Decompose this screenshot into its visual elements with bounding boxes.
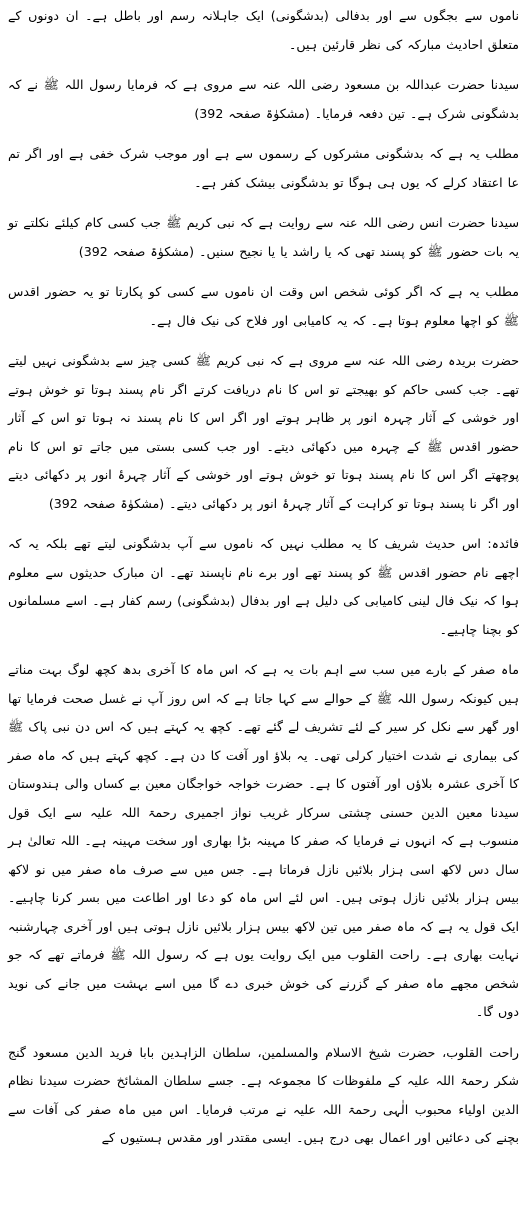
paragraph-benefit [8, 530, 519, 644]
paragraph-explanation-2 [8, 278, 519, 335]
paragraph-explanation-1 [8, 140, 519, 197]
paragraph-text: سیدنا حضرت عبداللہ بن مسعود رضی اللہ عنہ سے مروی ہے کہ فرمایا رسول اللہ ﷺ نے کہ بدشگونی شرک ہے۔ تین دفعہ فرمایا۔ [8, 77, 519, 121]
paragraph-hadith-buraidah [8, 347, 519, 518]
paragraph-text: سیدنا حضرت انس رضی اللہ عنہ سے روایت ہے کہ نبی کریم ﷺ جب کسی کام کیلئے نکلتے تو یہ بات حضور ﷺ کو پسند تھی کہ یا راشد یا یا نجیح سنیں۔ [8, 215, 519, 259]
paragraph-text: مطلب یہ ہے کہ بدشگونی مشرکوں کے رسموں سے ہے اور موجب شرک خفی ہے اور اگر تم عا اعتقاد کرلے کہ یوں ہی ہوگا تو بدشگونی بیشک کفر ہے۔ [8, 146, 519, 190]
reference-citation: (مشکوٰۃ صفحہ 392) [48, 495, 165, 511]
paragraph-hadith-ibn-masud [8, 71, 519, 128]
paragraph-text: ماہ صفر کے بارے میں سب سے اہم بات یہ ہے کہ اس ماہ کا آخری بدھ کچھ لوگ بہت مناتے ہیں کیونکہ رسول اللہ ﷺ کے حوالے سے کہا جاتا ہے کہ اس روز آپ نے غسل صحت فرمایا تھا اور گھر سے نکل کر سیر کے لئے تشریف لے گئے تھے۔ کچھ یہ کہتے ہیں کہ اس دن نبی پاک ﷺ کی بیماری نے شدت اختیار کرلی تھی۔ یہ بلاؤ اور آفت کا دن ہے۔ کچھ کہتے ہیں کہ ماہ صفر کا آخری عشرہ بلاؤں اور آفتوں کا ہے۔ حضرت خواجہ خواجگان معین بے کساں والی ہندوستان سیدنا معین الدین حسنی چشتی سرکار غریب نواز اجمیری رحمۃ اللہ علیہ سے ایک قول منسوب ہے کہ انہوں نے فرمایا کہ صفر کا مہینہ بڑا بھاری اور سخت مہینہ ہے۔ اللہ تعالیٰ ہر سال دس لاکھ اسی ہزار بلائیں نازل فرماتا ہے۔ جس میں سے صرف ماہ صفر میں نو لاکھ بیس ہزار بلائیں نازل ہوتی ہیں۔ اس لئے اس ماہ کو دعا اور اطاعت میں بسر کرنا چاہیے۔ ایک قول یہ ہے کہ ماہ صفر میں تین لاکھ بیس ہزار بلائیں نازل ہوتی ہیں اور آخری چہارشنبہ نہایت بھاری ہے۔ راحت القلوب میں ایک روایت یوں ہے کہ رسول اللہ ﷺ فرماتے تھے کہ جو شخص مجھے ماہ صفر کے گزرنے کی خوش خبری دے گا میں اسے بہشت میں جانے کی نوید دوں گا۔ [8, 662, 519, 1019]
paragraph-intro [8, 2, 519, 59]
paragraph-text: حضرت بریدہ رضی اللہ عنہ سے مروی ہے کہ نبی کریم ﷺ کسی چیز سے بدشگونی نہیں لیتے تھے۔ جب کسی حاکم کو بھیجتے تو اس کا نام دریافت کرتے اگر نام پسند ہوتا تو خوش ہوتے اور خوشی کے آثار چہرہ انور پر ظاہر ہوتے اور اگر اس کا نام پسند نہ ہوتا تو اس کے آثار حضور اقدس ﷺ کے چہرہ میں دکھائی دیتے۔ اور جب کسی بستی میں جاتے تو اس کا نام پوچھتے اگر اس کا نام پسند ہوتا تو خوش ہوتے اور خوشی کے آثار چہرۂ انور پر دکھائی دیتے اور اگر نا پسند ہوتا تو کراہت کے آثار چہرۂ انور پر دکھائی دیتے۔ [8, 353, 519, 511]
paragraph-text: راحت القلوب، حضرت شیخ الاسلام والمسلمین، سلطان الزاہدین بابا فرید الدین مسعود گنج شکر رحمۃ اللہ علیہ کے ملفوظات کا مجموعہ ہے۔ جسے سلطان المشائخ حضرت سیدنا نظام الدین اولیاء محبوب الٰہی رحمۃ اللہ علیہ نے مرتب فرمایا۔ اس میں ماہ صفر کی آفات سے بچنے کی دعائیں اور اعمال بھی درج ہیں۔ ایسی مقتدر اور مقدس ہستیوں کے [8, 1044, 519, 1145]
paragraph-rahat-ul-quloob [8, 1039, 519, 1153]
paragraph-text: ناموں سے بجگوں سے اور بدفالی (بدشگونی) ایک جاہلانہ رسم اور باطل ہے۔ ان دونوں کے متعلق احادیث مبارکہ کی نظر قارئین ہیں۔ [8, 8, 519, 52]
reference-citation: (مشکوٰۃ صفحہ 392) [194, 105, 310, 121]
paragraph-safar-month [8, 656, 519, 1027]
paragraph-hadith-anas [8, 209, 519, 266]
paragraph-text: مطلب یہ ہے کہ اگر کوئی شخص اس وقت ان ناموں سے کسی کو پکارتا تو یہ حضور اقدس ﷺ کو اچھا معلوم ہوتا ہے۔ کہ یہ کامیابی اور فلاح کی نیک فال ہے۔ [8, 284, 519, 328]
paragraph-text: فائدہ: اس حدیث شریف کا یہ مطلب نہیں کہ ناموں سے آپ بدشگونی لیتے تھے بلکہ یہ کہ اچھے نام حضور اقدس ﷺ کو پسند تھے اور برے نام ناپسند تھے۔ ان مبارک حدیثوں سے معلوم ہوا کہ نیک فال لینی کامیابی کی دلیل ہے اور بدفال (بدشگونی) رسم کفار ہے۔ اسے مسلمانوں کو بچنا چاہیے۔ [8, 536, 519, 637]
reference-citation: (مشکوٰۃ صفحہ 392) [78, 243, 195, 259]
